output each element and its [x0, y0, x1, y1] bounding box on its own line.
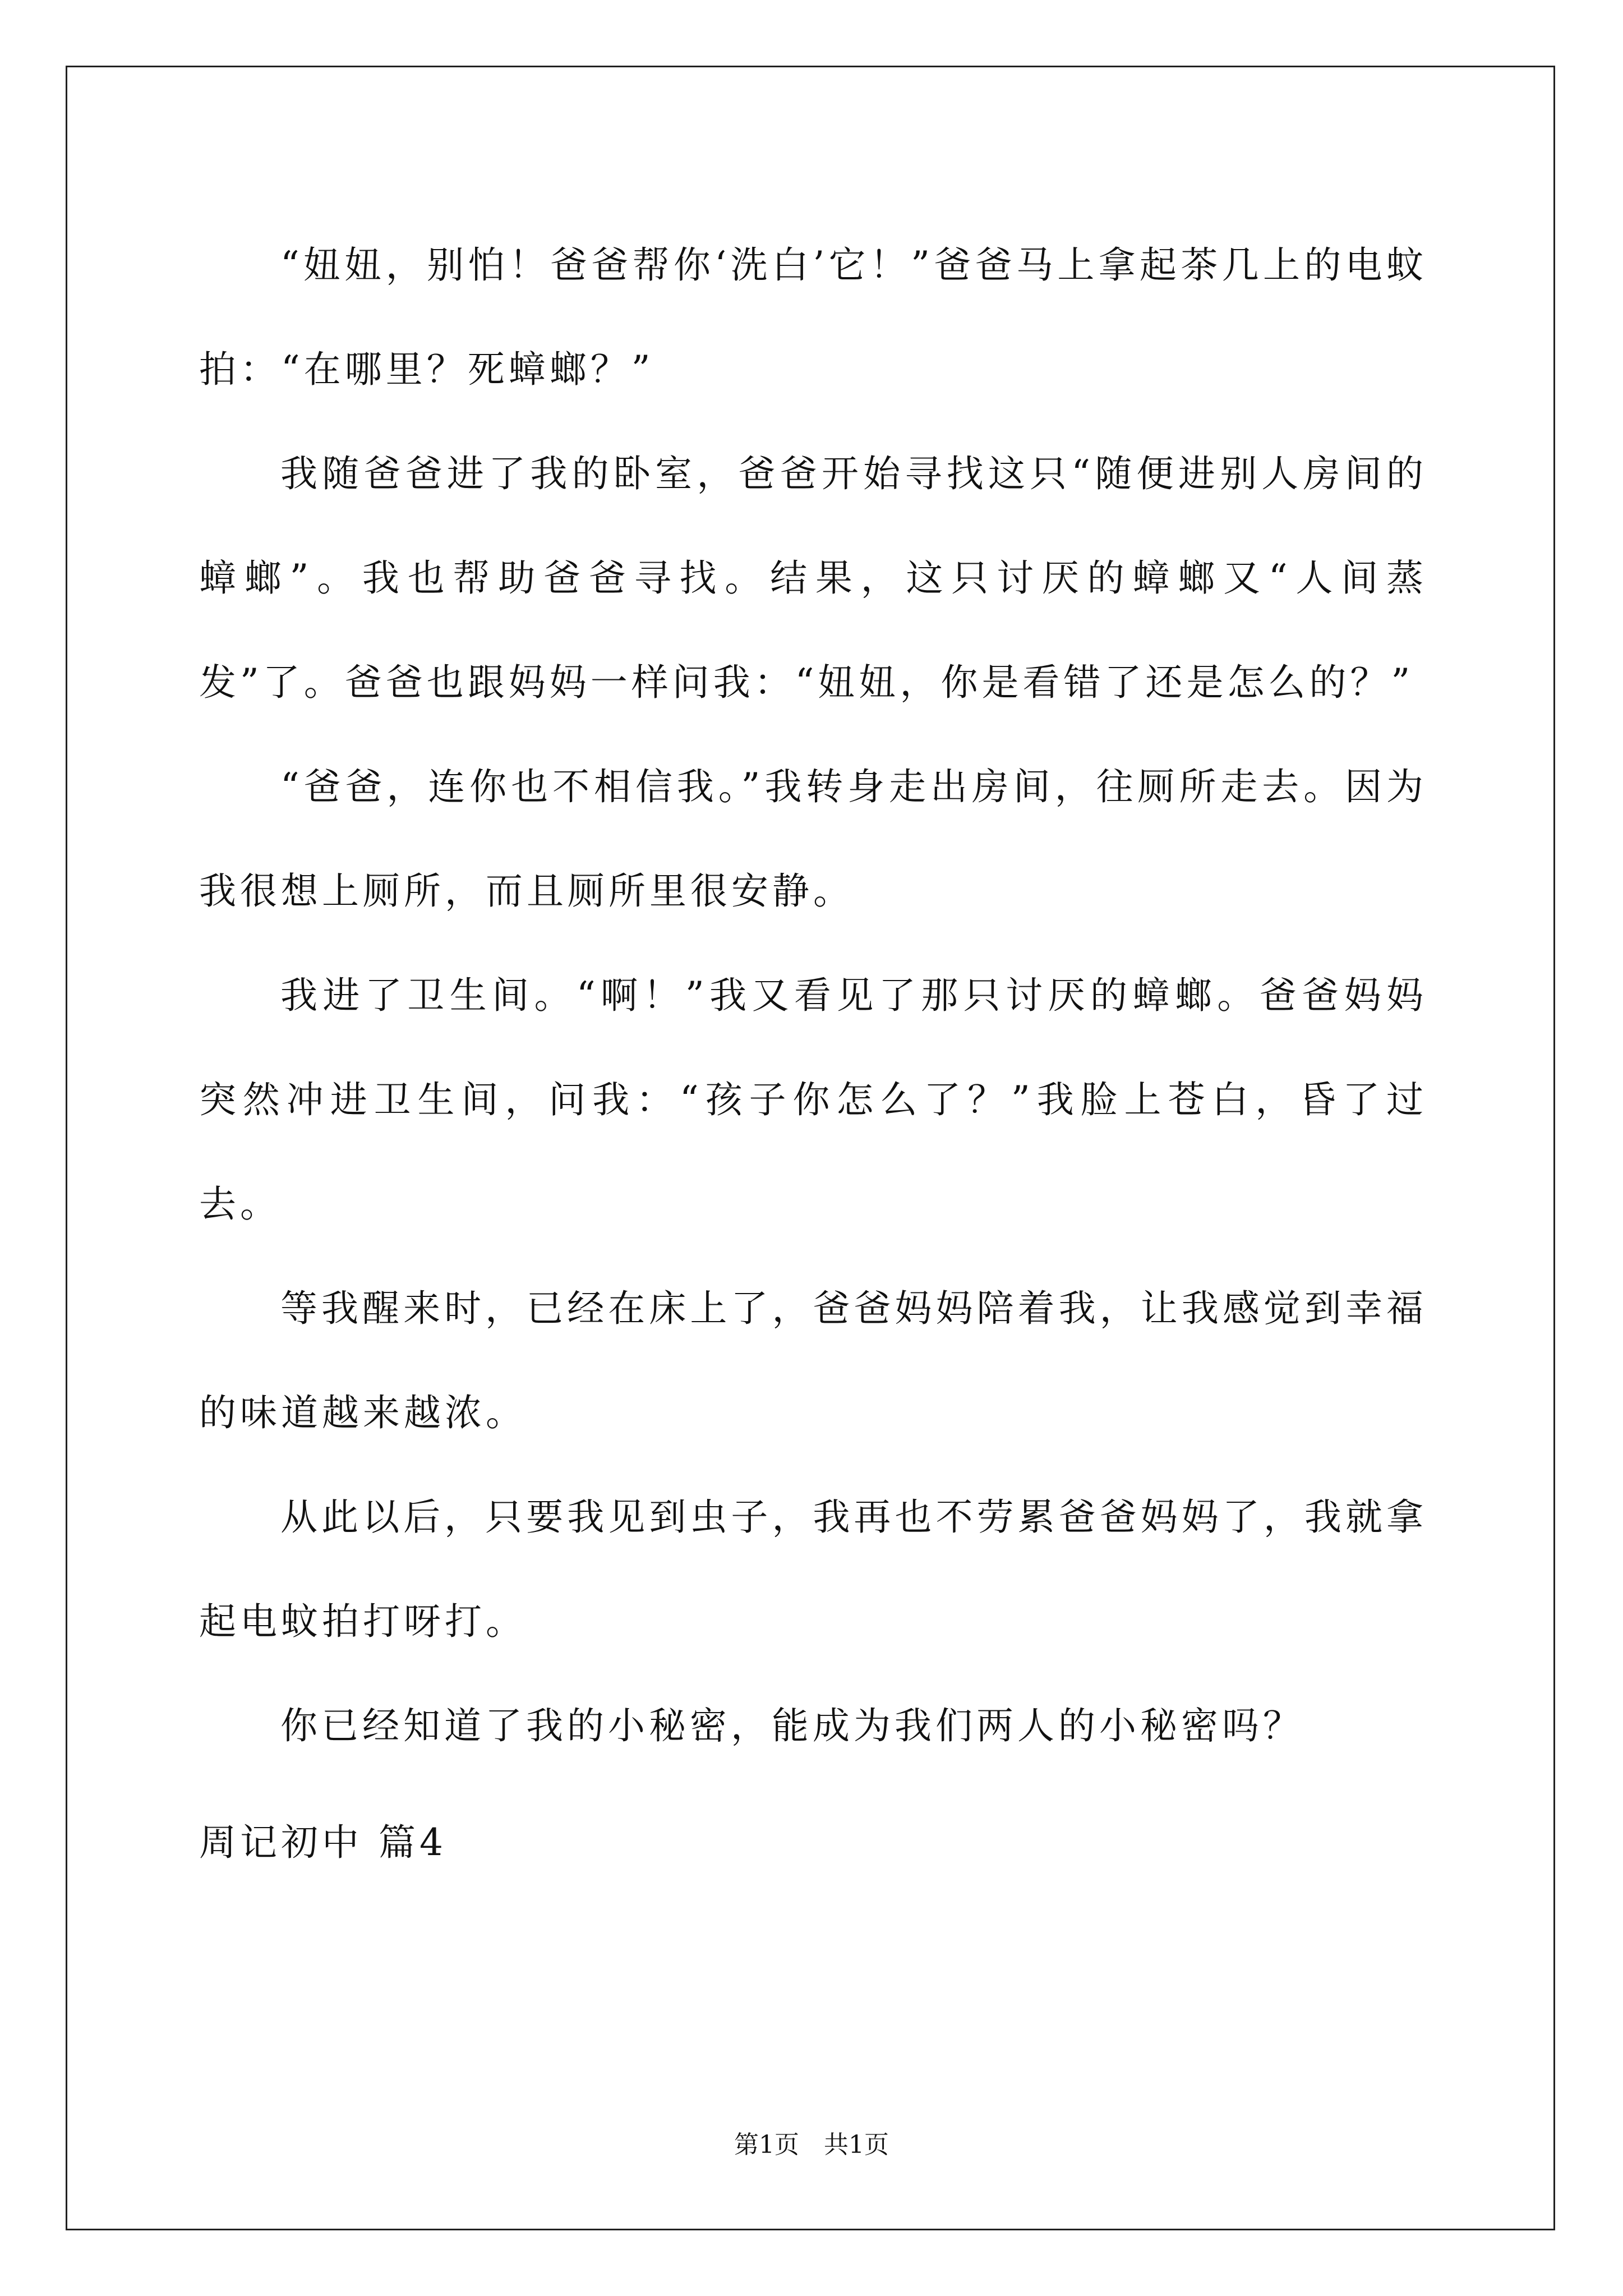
paragraph: 我随爸爸进了我的卧室，爸爸开始寻找这只“随便进别人房间的蟑螂”。我也帮助爸爸寻找。结果，这只讨厌的蟑螂又“人间蒸发”了。爸爸也跟妈妈一样问我：“妞妞，你是看错了还是怎么的？” — [199, 452, 1427, 704]
paragraph: 你已经知道了我的小秘密，能成为我们两人的小秘密吗？ — [280, 1704, 1304, 1747]
paragraph: 等我醒来时，已经在床上了，爸爸妈妈陪着我，让我感觉到幸福的味道越来越浓。 — [199, 1287, 1427, 1434]
paragraph: 我进了卫生间。“啊！”我又看见了那只讨厌的蟑螂。爸爸妈妈突然冲进卫生间，问我：“孩子你怎么了？”我脸上苍白，昏了过去。 — [199, 974, 1427, 1226]
paragraph: “爸爸，连你也不相信我。”我转身走出房间，往厕所走去。因为我很想上厕所，而且厕所里很安静。 — [199, 765, 1427, 913]
section-heading: 周记初中 篇4 — [199, 1821, 447, 1864]
paragraph: “妞妞，别怕！爸爸帮你‘洗白’它！”爸爸马上拿起茶几上的电蚊拍：“在哪里？死蟑螂？” — [199, 243, 1427, 391]
paragraph: 从此以后，只要我见到虫子，我再也不劳累爸爸妈妈了，我就拿起电蚊拍打呀打。 — [199, 1496, 1427, 1643]
article-body — [199, 213, 1427, 1778]
page-footer: 第1页 共1页 — [734, 2131, 889, 2159]
